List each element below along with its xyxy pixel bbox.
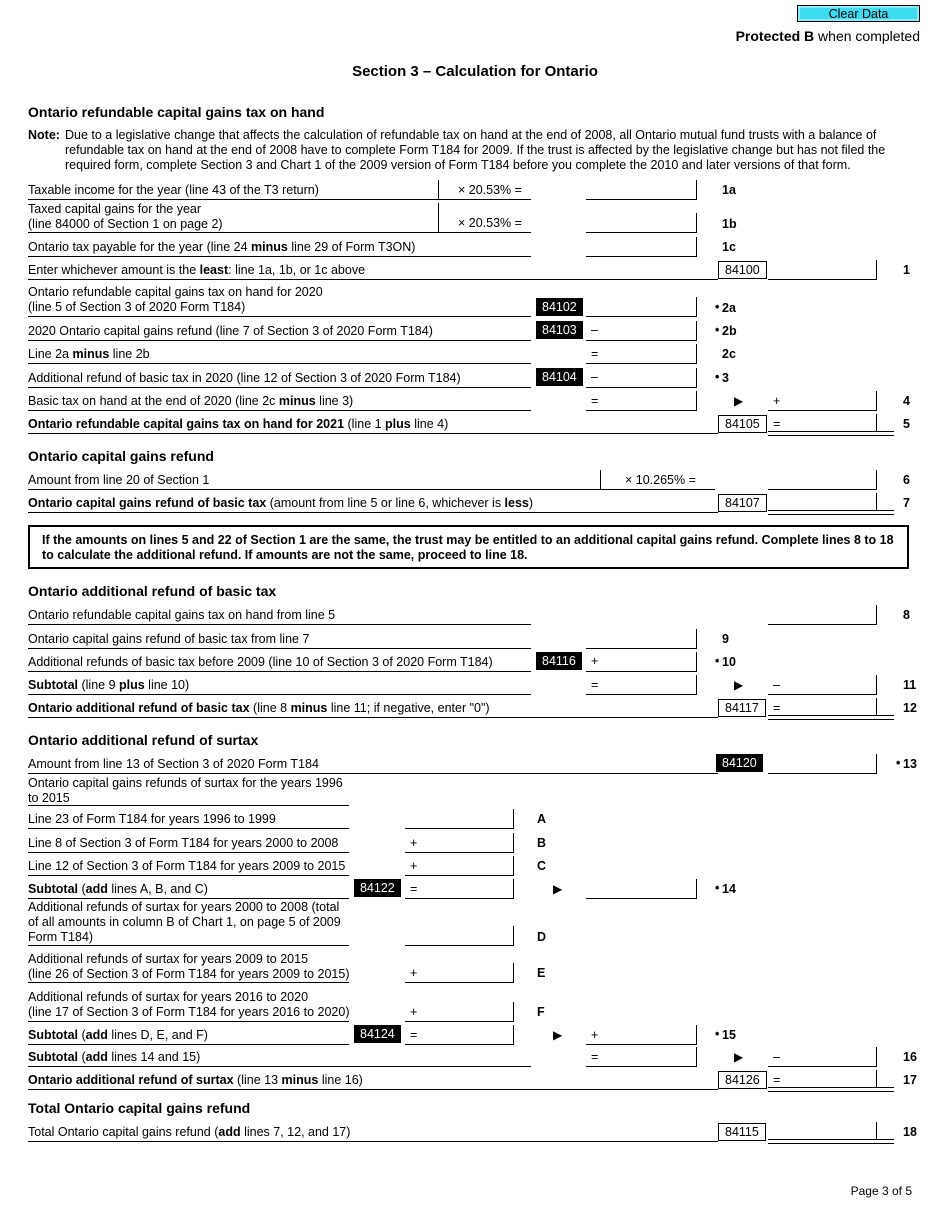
clear-data-button[interactable]: Clear Data: [797, 5, 920, 22]
section-heading-total-refund: Total Ontario capital gains refund: [28, 1100, 251, 1116]
line-2a-label: Ontario refundable capital gains tax on hand for 2020 (line 5 of Section 3 of 2020 Form T184): [28, 285, 323, 314]
line-8-input[interactable]: [768, 624, 876, 625]
line-7-code: 84107: [718, 494, 767, 512]
line-8-number: 8: [903, 608, 910, 622]
line-4-input[interactable]: [768, 410, 876, 411]
line-16-arrow-icon: ▶: [734, 1050, 744, 1064]
line-2b-bullet: •: [715, 323, 720, 337]
line-F-label: Additional refunds of surtax for years 2016 to 2020 (line 17 of Section 3 of Form T184 for years 2016 to 2020): [28, 990, 350, 1019]
additional-refund-notice: If the amounts on lines 5 and 22 of Section 1 are the same, the trust may be entitled to an additional capital gains refund. Complete lines 8 to 18 to calculate the additional refund. If amounts are not the same, proceed to line 18.: [28, 525, 909, 569]
line-7-number: 7: [903, 496, 910, 510]
page-number: Page 3 of 5: [850, 1184, 912, 1198]
line-1c-number: 1c: [722, 240, 736, 254]
note-label: Note:: [28, 128, 60, 142]
line-F-input[interactable]: [405, 1021, 513, 1022]
line-4-number: 4: [903, 394, 910, 408]
line-4-arrow-icon: ▶: [734, 394, 744, 408]
line-6-label: Amount from line 20 of Section 1: [28, 473, 210, 487]
line-2b-operator: –: [591, 323, 598, 337]
line-5-operator: =: [773, 417, 781, 431]
protected-label: Protected B when completed: [735, 28, 920, 44]
line-11-number: 11: [903, 678, 917, 692]
note: [28, 128, 908, 173]
line-6-number: 6: [903, 473, 910, 487]
line-14-arrow-icon: ▶: [553, 882, 563, 896]
line-1-input[interactable]: [768, 279, 876, 280]
line-18-label: Total Ontario capital gains refund (add lines 7, 12, and 17): [28, 1125, 351, 1139]
line-2c-label: Line 2a minus line 2b: [28, 347, 150, 361]
line-2a-input[interactable]: [586, 316, 696, 317]
line-C-letter: C: [537, 859, 547, 873]
line-15-arrow-icon: ▶: [553, 1028, 563, 1042]
line-2b-code: 84103: [536, 321, 583, 339]
line-1c-input[interactable]: [586, 256, 696, 257]
line-5-code: 84105: [718, 415, 767, 433]
line-15-label: Subtotal (add lines D, E, and F): [28, 1028, 208, 1042]
line-1a-input[interactable]: [586, 199, 696, 200]
section-heading-capital-gains-refund: Ontario capital gains refund: [28, 448, 214, 464]
line-8-label: Ontario refundable capital gains tax on hand from line 5: [28, 608, 336, 622]
line-16-sub-input[interactable]: [586, 1066, 696, 1067]
line-15-number: 15: [722, 1028, 736, 1042]
line-3-code: 84104: [536, 368, 583, 386]
line-12-label: Ontario additional refund of basic tax (line 8 minus line 11; if negative, enter "0"): [28, 701, 490, 715]
line-12-operator: =: [773, 701, 781, 715]
line-15-operator: =: [410, 1028, 418, 1042]
line-E-operator: +: [410, 966, 418, 980]
line-B-label: Line 8 of Section 3 of Form T184 for years 2000 to 2008: [28, 836, 339, 850]
line-A-label: Line 23 of Form T184 for years 1996 to 1999: [28, 812, 276, 826]
line-5-number: 5: [903, 417, 910, 431]
line-1a-multiplier: × 20.53% =: [458, 183, 522, 197]
line-17-label: Ontario additional refund of surtax (line 13 minus line 16): [28, 1073, 363, 1087]
line-2c-input[interactable]: [586, 363, 696, 364]
line-2a-bullet: •: [715, 300, 720, 314]
line-15-input[interactable]: [586, 1044, 696, 1045]
line-A-input[interactable]: [405, 828, 513, 829]
line-3-number: 3: [722, 371, 729, 385]
line-14-code: 84122: [354, 879, 401, 897]
line-1-number: 1: [903, 263, 910, 277]
line-2a-number: 2a: [722, 301, 736, 315]
line-15-plus: +: [591, 1028, 599, 1042]
line-C-operator: +: [410, 859, 418, 873]
line-15-code: 84124: [354, 1025, 401, 1043]
line-9-number: 9: [722, 632, 729, 646]
line-3-bullet: •: [715, 370, 720, 384]
line-B-input[interactable]: [405, 852, 513, 853]
section-heading-additional-refund-basic-tax: Ontario additional refund of basic tax: [28, 583, 277, 599]
line-1b-label: Taxed capital gains for the year (line 84000 of Section 1 on page 2): [28, 202, 223, 231]
line-3-input[interactable]: [586, 387, 696, 388]
line-C-input[interactable]: [405, 875, 513, 876]
line-1-label: Enter whichever amount is the least: line 1a, 1b, or 1c above: [28, 263, 366, 277]
line-2c-operator: =: [591, 347, 599, 361]
line-E-label: Additional refunds of surtax for years 2009 to 2015 (line 26 of Section 3 of Form T184 for years 2009 to 2015): [28, 952, 350, 981]
line-16-minus: –: [773, 1050, 780, 1064]
line-16-label: Subtotal (add lines 14 and 15): [28, 1050, 201, 1064]
line-10-input[interactable]: [586, 671, 696, 672]
line-11-operator: =: [591, 678, 599, 692]
line-13-input[interactable]: [768, 773, 876, 774]
line-15-bullet: •: [715, 1027, 720, 1041]
line-11-minus: –: [773, 678, 780, 692]
line-D-label: Additional refunds of surtax for years 2000 to 2008 (total of all amounts in column B of Chart 1, on page 5 of 2009 Form T184): [28, 900, 341, 944]
line-1b-multiplier: × 20.53% =: [458, 216, 522, 230]
line-13-code: 84120: [716, 754, 763, 772]
line-14-label: Subtotal (add lines A, B, and C): [28, 882, 208, 896]
line-1a-label: Taxable income for the year (line 43 of the T3 return): [28, 183, 319, 197]
line-3-operator: –: [591, 370, 598, 384]
line-9-label: Ontario capital gains refund of basic tax from line 7: [28, 632, 310, 646]
line-D-letter: D: [537, 930, 547, 944]
section-heading-additional-refund-surtax: Ontario additional refund of surtax: [28, 732, 259, 748]
line-1c-label: Ontario tax payable for the year (line 24 minus line 29 of Form T3ON): [28, 240, 416, 254]
section-heading-refundable-tax: Ontario refundable capital gains tax on hand: [28, 104, 325, 120]
line-4-plus: +: [773, 394, 781, 408]
page-title: Section 3 – Calculation for Ontario: [352, 63, 598, 80]
line-B-letter: B: [537, 836, 547, 850]
line-4-operator: =: [591, 394, 599, 408]
line-12-number: 12: [903, 701, 917, 715]
line-13-bullet: •: [896, 756, 901, 770]
line-E-letter: E: [537, 966, 546, 980]
line-1-code: 84100: [718, 261, 767, 279]
line-11-sub-input[interactable]: [586, 694, 696, 695]
line-C-label: Line 12 of Section 3 of Form T184 for years 2009 to 2015: [28, 859, 346, 873]
line-4-sub-input[interactable]: [586, 410, 696, 411]
line-1b-number: 1b: [722, 217, 737, 231]
line-14-operator: =: [410, 882, 418, 896]
line-13-label: Amount from line 13 of Section 3 of 2020 Form T184: [28, 757, 319, 771]
line-17-operator: =: [773, 1073, 781, 1087]
line-10-bullet: •: [715, 654, 720, 668]
line-10-code: 84116: [536, 652, 582, 670]
line-14-sub-input[interactable]: [405, 898, 513, 899]
line-11-arrow-icon: ▶: [734, 678, 744, 692]
line-9-input[interactable]: [586, 648, 696, 649]
line-4-label: Basic tax on hand at the end of 2020 (line 2c minus line 3): [28, 394, 354, 408]
line-6-input[interactable]: [768, 489, 876, 490]
line-17-number: 17: [903, 1073, 917, 1087]
line-7-label: Ontario capital gains refund of basic tax (amount from line 5 or line 6, whichever is less): [28, 496, 534, 510]
note-text: Due to a legislative change that affects the calculation of refundable tax on hand at the end of 2008, all Ontario mutual fund trusts with a balance of refundable tax on hand at the end of 2008 have to complete Form T184 for 2009. If the trust is affected by the legislative change but has not filed the required form, complete Section 3 and Chart 1 of the 2009 version of Form T184 before you complete the 2010 and later versions of that form.: [65, 128, 886, 172]
line-D-input[interactable]: [405, 945, 513, 946]
line-18-number: 18: [903, 1125, 917, 1139]
line-16-operator: =: [591, 1050, 599, 1064]
line-F-operator: +: [410, 1005, 418, 1019]
line-6-multiplier: × 10.265% =: [625, 473, 696, 487]
line-1a-number: 1a: [722, 183, 736, 197]
line-F-letter: F: [537, 1005, 545, 1019]
line-16-input[interactable]: [768, 1066, 876, 1067]
line-5-label: Ontario refundable capital gains tax on hand for 2021 (line 1 plus line 4): [28, 417, 449, 431]
line-10-number: 10: [722, 655, 736, 669]
line-14-bullet: •: [715, 881, 720, 895]
line-11-input[interactable]: [768, 694, 876, 695]
line-10-label: Additional refunds of basic tax before 2009 (line 10 of Section 3 of 2020 Form T184): [28, 655, 493, 669]
line-2b-number: 2b: [722, 324, 737, 338]
line-16-number: 16: [903, 1050, 917, 1064]
line-12-code: 84117: [718, 699, 766, 717]
line-3-label: Additional refund of basic tax in 2020 (line 12 of Section 3 of 2020 Form T184): [28, 371, 461, 385]
line-2a-code: 84102: [536, 298, 583, 316]
line-15-sub-input[interactable]: [405, 1044, 513, 1045]
line-2b-label: 2020 Ontario capital gains refund (line 7 of Section 3 of 2020 Form T184): [28, 324, 433, 338]
line-14-number: 14: [722, 882, 736, 896]
line-A-letter: A: [537, 812, 547, 826]
line-11-label: Subtotal (line 9 plus line 10): [28, 678, 190, 692]
line-13-number: 13: [903, 757, 917, 771]
line-13-sub-label: Ontario capital gains refunds of surtax for the years 1996 to 2015: [28, 776, 343, 805]
line-2b-input[interactable]: [586, 340, 696, 341]
line-E-input[interactable]: [405, 982, 513, 983]
line-18-code: 84115: [718, 1123, 766, 1141]
line-2c-number: 2c: [722, 347, 736, 361]
line-14-input[interactable]: [586, 898, 696, 899]
line-17-code: 84126: [718, 1071, 767, 1089]
line-1b-input[interactable]: [586, 232, 696, 233]
line-10-operator: +: [591, 654, 599, 668]
line-B-operator: +: [410, 836, 418, 850]
